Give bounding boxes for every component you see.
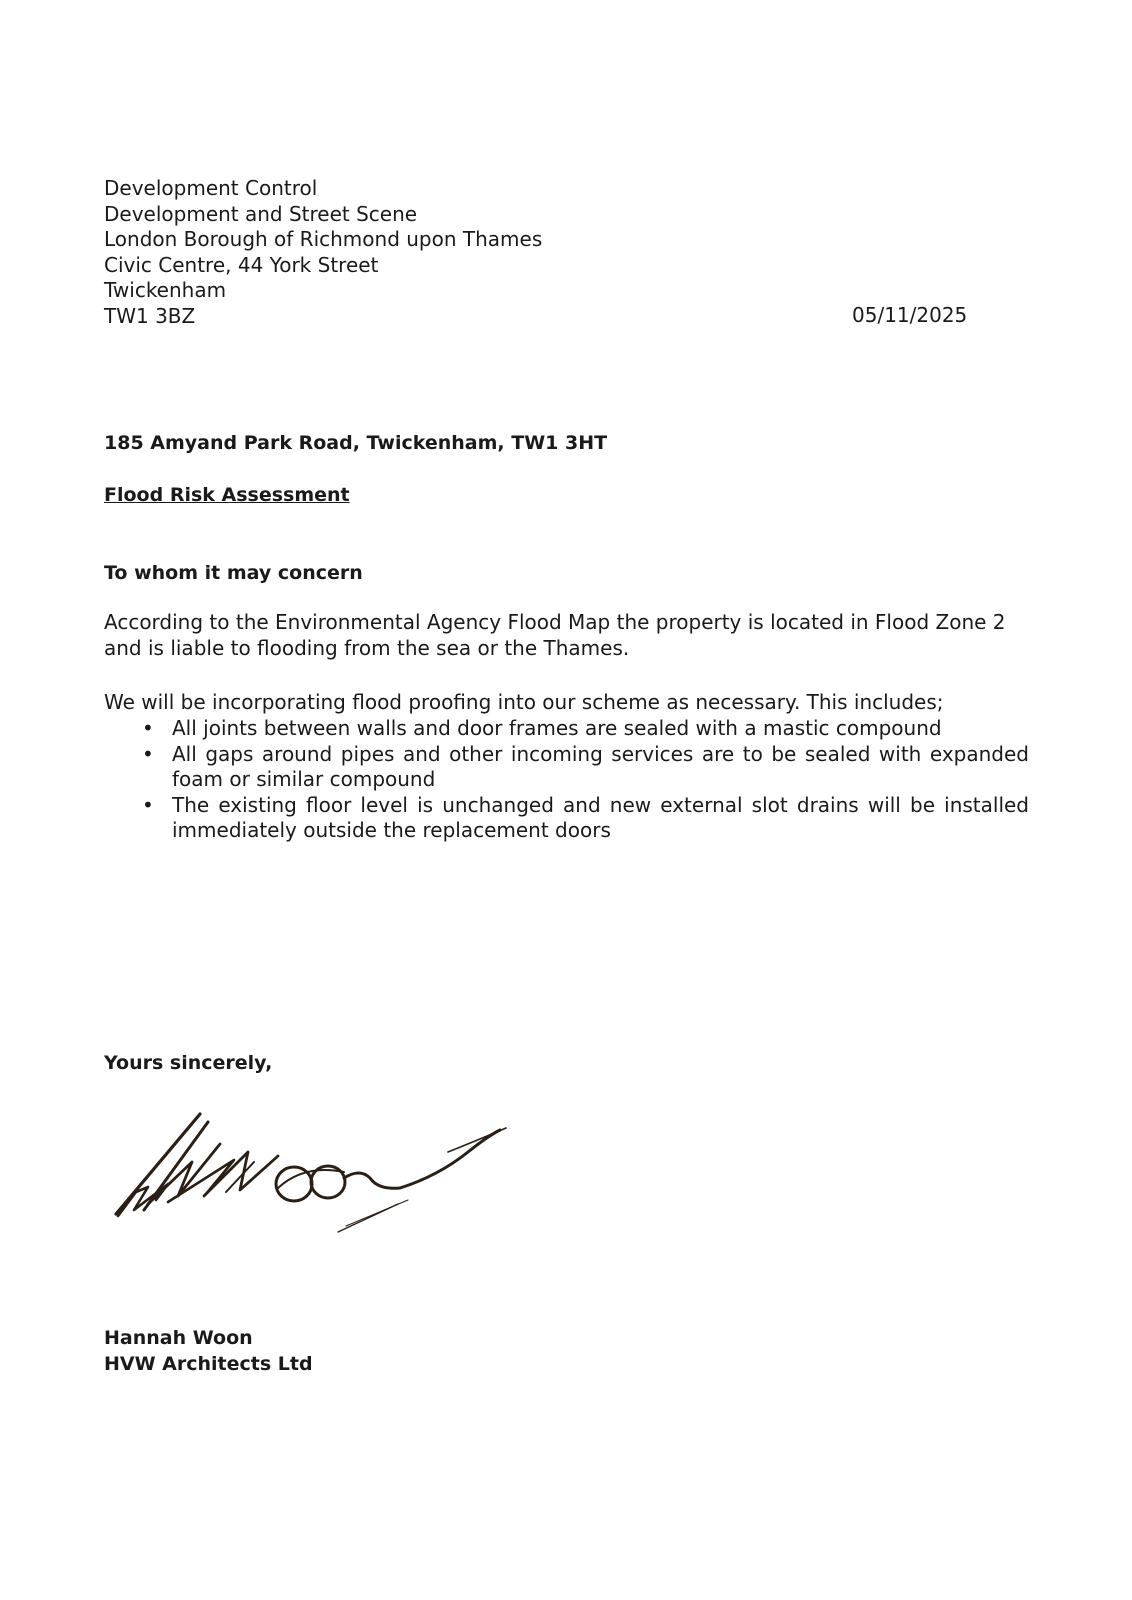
list-item — [104, 716, 1029, 742]
address-line: Development and Street Scene — [104, 201, 418, 226]
paragraph-flood-zone: According to the Environmental Agency Flood Map the property is located in Flood Zone 2 and is liable to flooding from the sea or the Thames. — [104, 610, 1006, 660]
bullet-icon: • — [142, 792, 154, 817]
bullet-icon: • — [142, 716, 154, 740]
letter-title: Flood Risk Assessment — [104, 484, 350, 506]
letter-subject: 185 Amyand Park Road, Twickenham, TW1 3HT — [104, 432, 608, 454]
address-line: London Borough of Richmond upon Thames — [104, 227, 543, 251]
list-item-text: All joints between walls and door frames are sealed with a mastic compound — [172, 716, 942, 740]
address-line: Twickenham — [104, 278, 227, 302]
list-item — [104, 742, 1029, 793]
recipient-address — [104, 176, 542, 329]
address-postcode: TW1 3BZ — [104, 303, 196, 328]
signature-image — [108, 1092, 528, 1252]
bullet-icon: • — [142, 741, 154, 766]
list-item — [104, 793, 1029, 844]
paragraph-flood-proofing: We will be incorporating flood proofing into our scheme as necessary. This includes; — [104, 690, 944, 714]
address-line: Development Control — [104, 176, 318, 200]
list-item-text: All gaps around pipes and other incoming services are to be sealed with expanded foam or similar compound — [172, 741, 1029, 791]
signature-strokes — [116, 1114, 506, 1232]
list-item-text: The existing floor level is unchanged and new external slot drains will be installed immediately outside the replacement doors — [172, 792, 1029, 842]
salutation: To whom it may concern — [104, 562, 363, 584]
flood-proofing-list — [104, 716, 1029, 844]
letter-date: 05/11/2025 — [852, 303, 968, 327]
signatory-name: Hannah Woon — [104, 1327, 253, 1349]
signatory-company: HVW Architects Ltd — [104, 1352, 313, 1375]
signatory-block — [104, 1326, 313, 1377]
closing: Yours sincerely, — [104, 1052, 273, 1074]
address-line: Civic Centre, 44 York Street — [104, 252, 379, 277]
